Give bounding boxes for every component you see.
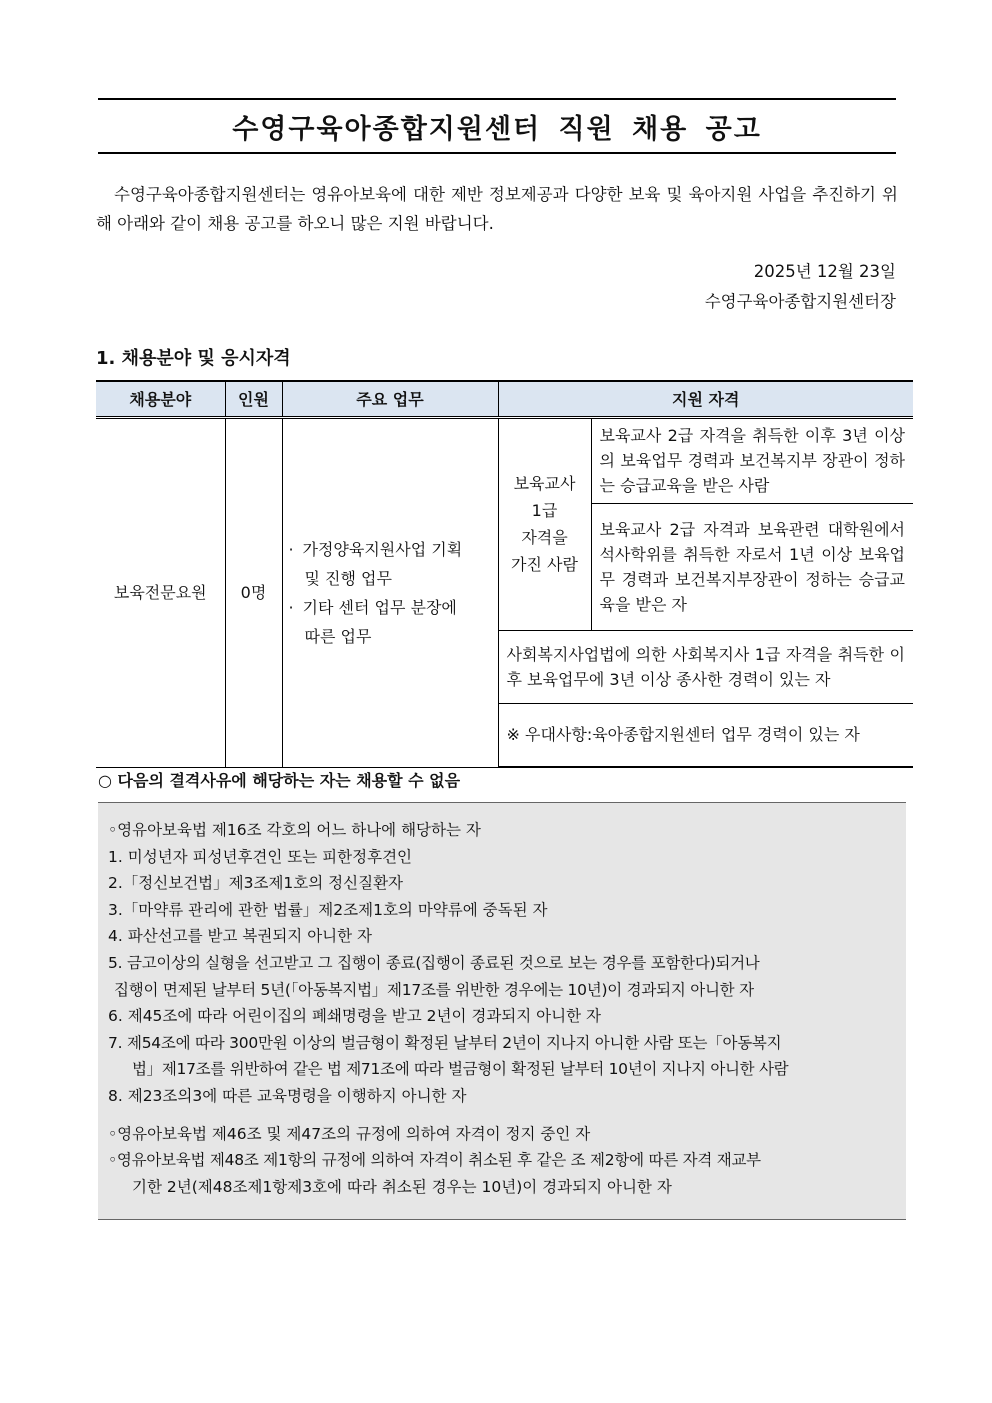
qualification-3: 사회복지사업법에 의한 사회복지사 1급 자격을 취득한 이후 보육업무에 3년 이상 종사한 경력이 있는 자 bbox=[498, 630, 913, 703]
spacer bbox=[108, 1110, 898, 1121]
announcement-date: 2025년 12월 23일 bbox=[753, 262, 896, 281]
exclusion-item: 3.「마약류 관리에 관한 법률」제2조제1호의 마약류에 중독된 자 bbox=[108, 900, 548, 919]
duties-list bbox=[289, 535, 498, 651]
bullet: · bbox=[288, 597, 294, 617]
exclusion-item-cont: 법」제17조를 위반하여 같은 법 제71조에 따라 벌금형이 확정된 날부터 10년이 지나지 아니한 사람 bbox=[132, 1060, 789, 1079]
exclusion-extra: ◦영유아보육법 제48조 제1항의 규정에 의하여 자격이 취소된 후 같은 조 제2항에 따른 자격 재교부 bbox=[108, 1151, 761, 1170]
table-header-row bbox=[96, 381, 913, 417]
intro-paragraph bbox=[96, 180, 898, 238]
recruitment-table bbox=[96, 380, 913, 768]
group-label-line: 보육교사 bbox=[513, 474, 576, 493]
title-box bbox=[98, 98, 896, 154]
table-row bbox=[96, 417, 913, 503]
exclusion-extra-cont: 기한 2년(제48조제1항제3호에 따라 취소된 경우는 10년)이 경과되지 아니한 자 bbox=[132, 1177, 672, 1196]
exclusion-item: 2.「정신보건법」제3조제1호의 정신질환자 bbox=[108, 874, 404, 893]
exclusion-item: 1. 미성년자 피성년후견인 또는 피한정후견인 bbox=[108, 847, 413, 866]
page-title: 수영구육아종합지원센터 직원 채용 공고 bbox=[232, 113, 762, 145]
exclusion-box bbox=[98, 802, 906, 1220]
duty-item bbox=[289, 535, 498, 564]
preference-note: ※ 우대사항:육아종합지원센터 업무 경력이 있는 자 bbox=[498, 703, 913, 767]
header-qualifications: 지원 자격 bbox=[498, 381, 913, 417]
qualification-2: 보육교사 2급 자격과 보육관련 대학원에서 석사학위를 취득한 자로서 1년 이상 보육업무 경력과 보건복지부장관이 정하는 승급교육을 받은 자 bbox=[591, 503, 913, 630]
duty-item bbox=[289, 593, 498, 622]
header-headcount: 인원 bbox=[225, 381, 282, 417]
group-label-line: 가진 사람 bbox=[511, 555, 578, 574]
duty-text-cont: 및 진행 업무 bbox=[304, 568, 392, 588]
section-title: 1. 채용분야 및 응시자격 bbox=[96, 348, 291, 369]
bullet: · bbox=[288, 539, 294, 559]
group-label-cell bbox=[498, 417, 591, 630]
exclusion-item: 8. 제23조의3에 따른 교육명령을 이행하지 아니한 자 bbox=[108, 1086, 467, 1105]
duty-text-cont: 따른 업무 bbox=[304, 626, 372, 646]
exclusion-extra: ◦영유아보육법 제46조 및 제47조의 규정에 의하여 자격이 정지 중인 자 bbox=[108, 1124, 591, 1143]
exclusion-heading: ○ 다음의 결격사유에 해당하는 자는 채용할 수 없음 bbox=[98, 771, 461, 790]
header-field: 채용분야 bbox=[96, 381, 225, 417]
exclusion-item-cont: 집행이 면제된 날부터 5년(「아동복지법」제17조를 위반한 경우에는 10년)이 경과되지 아니한 자 bbox=[114, 980, 754, 999]
exclusion-item: 7. 제54조에 따라 300만원 이상의 벌금형이 확정된 날부터 2년이 지나지 아니한 사람 또는「아동복지 bbox=[108, 1033, 782, 1052]
intro-text: 수영구육아종합지원센터는 영유아보육에 대한 제반 정보제공과 다양한 보육 및 육아지원 사업을 추진하기 위해 아래와 같이 채용 공고를 하오니 많은 지원 바랍니다. bbox=[96, 185, 898, 233]
exclusion-intro: ◦영유아보육법 제16조 각호의 어느 하나에 해당하는 자 bbox=[108, 821, 481, 839]
duty-text: 기타 센터 업무 분장에 bbox=[302, 597, 457, 617]
headcount-cell: 0명 bbox=[225, 417, 282, 767]
exclusion-item: 4. 파산선고를 받고 복권되지 아니한 자 bbox=[108, 927, 373, 946]
group-label-line: 1급 bbox=[531, 501, 558, 520]
header-duties: 주요 업무 bbox=[282, 381, 498, 417]
exclusion-item: 6. 제45조에 따라 어린이집의 폐쇄명령을 받고 2년이 경과되지 아니한 자 bbox=[108, 1007, 601, 1026]
duty-text: 가정양육지원사업 기획 bbox=[302, 539, 463, 559]
group-label-line: 자격을 bbox=[521, 528, 568, 547]
field-cell: 보육전문요원 bbox=[96, 417, 225, 767]
announcement-signer: 수영구육아종합지원센터장 bbox=[704, 292, 896, 311]
qualification-1: 보육교사 2급 자격을 취득한 이후 3년 이상의 보육업무 경력과 보건복지부 장관이 정하는 승급교육을 받은 사람 bbox=[591, 417, 913, 503]
exclusion-item: 5. 금고이상의 실형을 선고받고 그 집행이 종료(집행이 종료된 것으로 보는 경우를 포함한다)되거나 bbox=[108, 953, 760, 972]
duties-cell bbox=[282, 417, 498, 767]
